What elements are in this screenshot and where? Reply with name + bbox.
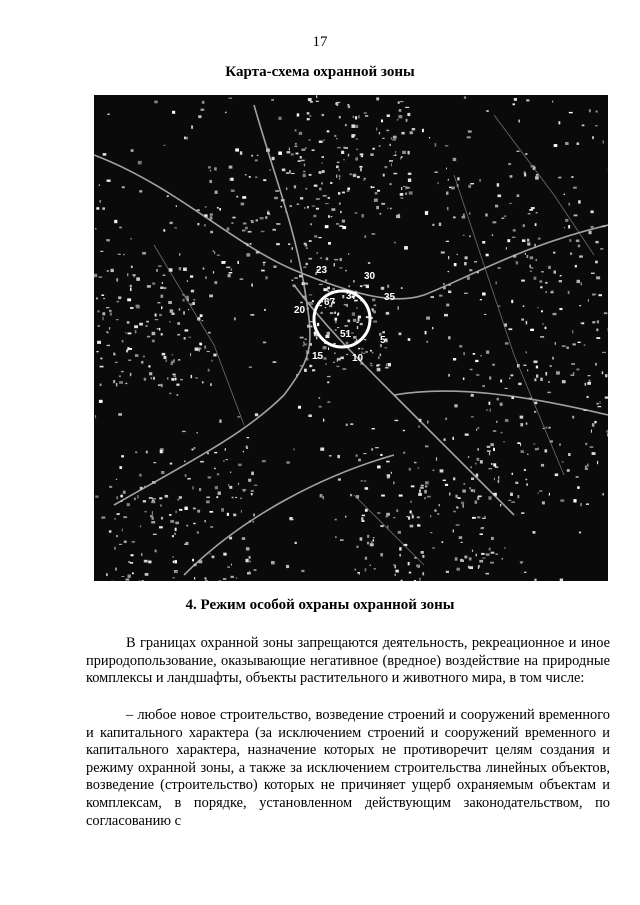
map-point-label: 10 xyxy=(352,353,364,364)
page-number: 17 xyxy=(312,34,328,50)
satellite-map-image xyxy=(94,95,608,581)
map-title: Карта-схема охранной зоны xyxy=(225,64,415,80)
map-point-label: 20 xyxy=(294,305,306,316)
map-point-label: 30 xyxy=(364,271,376,282)
section-heading: 4. Режим особой охраны охранной зоны xyxy=(185,597,455,613)
map-point-label: 15 xyxy=(312,351,324,362)
paragraph-restrictions: В границах охранной зоны запрещаются деятельность, рекреационное и иное природопользование, оказывающие негативное (вредное) воздействие на природные комплексы и ландшафты, объекты растительного и животного мира, в том числе: xyxy=(86,635,610,687)
map-point-label: 67 xyxy=(324,297,336,308)
map-point-label: 35 xyxy=(384,292,396,303)
map-point-label: 5 xyxy=(380,335,386,346)
satellite-map xyxy=(94,95,608,581)
map-point-label: 23 xyxy=(316,265,328,276)
paragraph-construction: – любое новое строительство, возведение строений и сооружений временного и капитального характера (за исключением строений и сооружений временного и капитального характера, назначение которых не противоречит целям создания и режиму охранной зоны, а также за исключением строительства линейных объектов, возведение (строительство) которых не причиняет ущерб охраняемым объектам и комплексам, в порядке, установленном действующим законодательством, по согласованию с xyxy=(86,707,610,829)
map-point-label: 37 xyxy=(346,291,358,302)
map-point-label: 51 xyxy=(340,329,352,340)
